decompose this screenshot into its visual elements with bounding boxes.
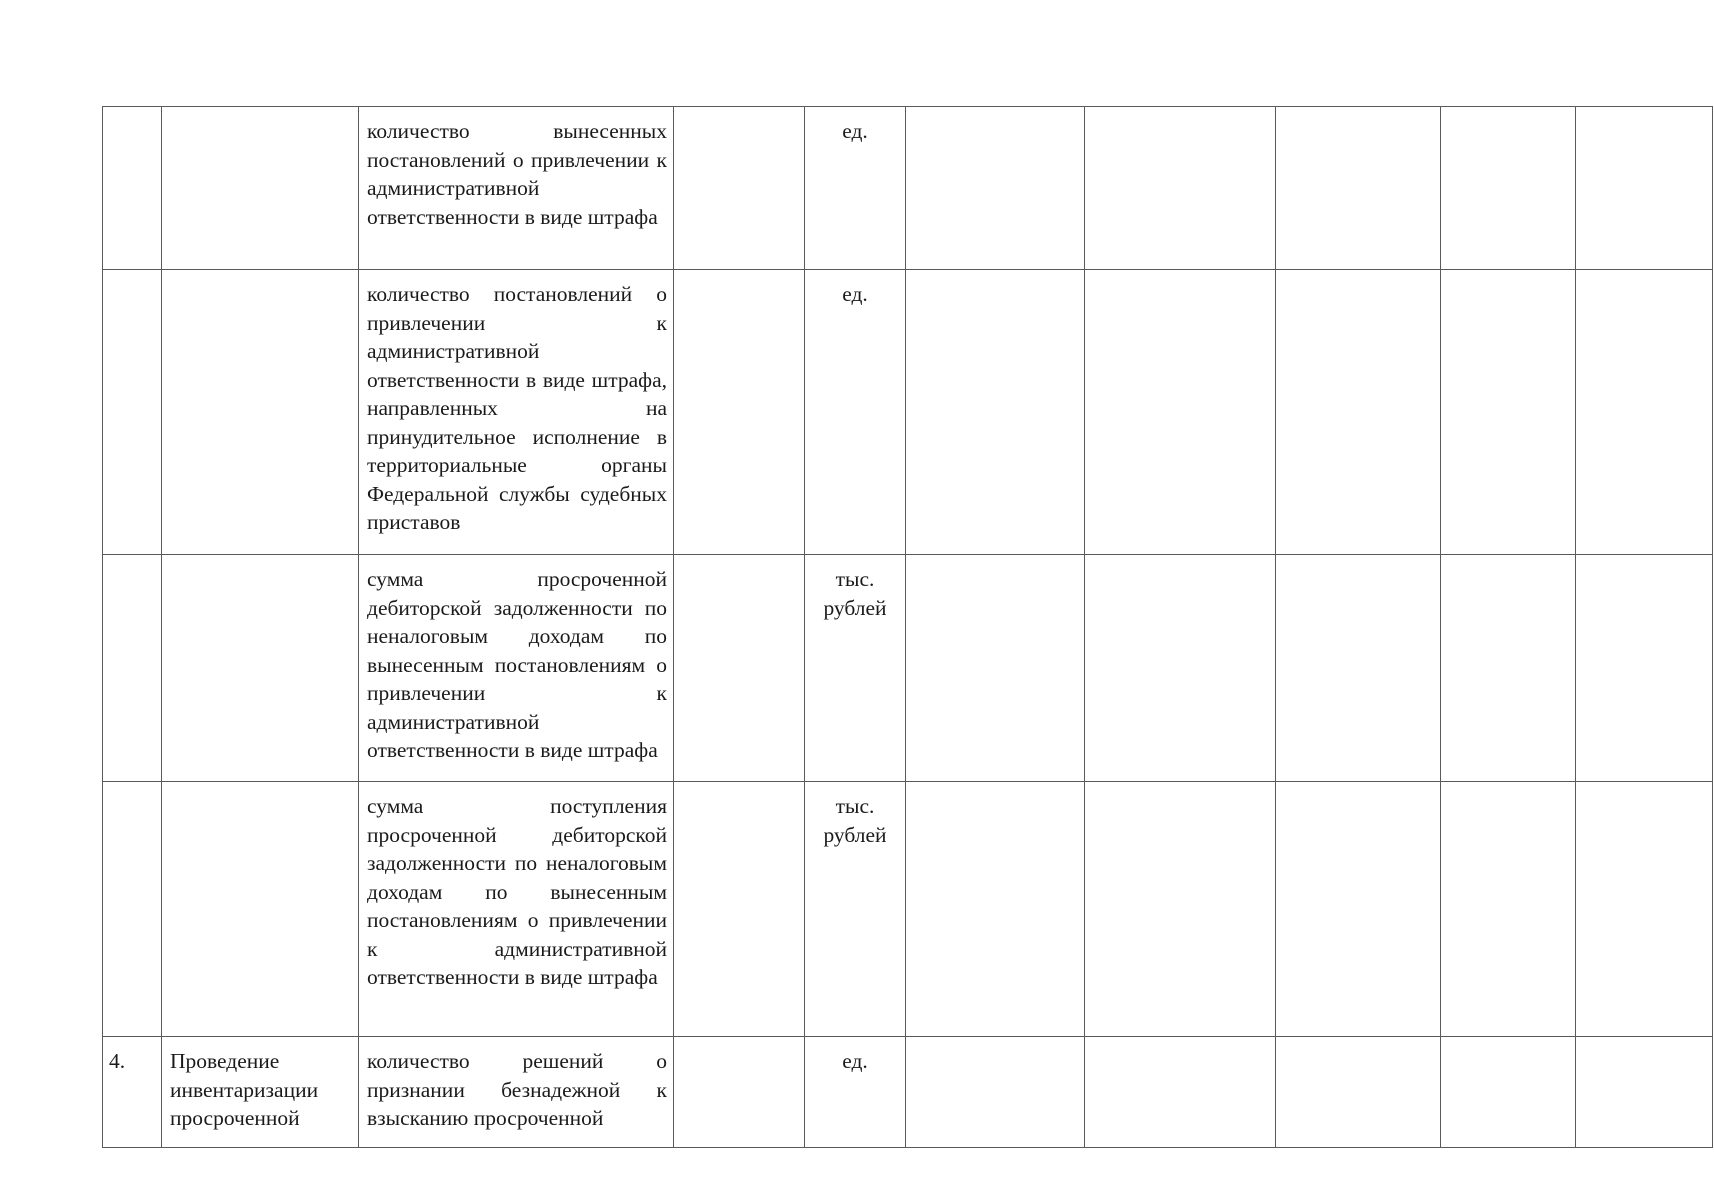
unit-cell bbox=[805, 782, 906, 1037]
unit-cell bbox=[805, 1037, 906, 1148]
row-name: Проведение инвентаризации просроченной bbox=[170, 1049, 319, 1130]
unit-text: ед. bbox=[842, 1049, 868, 1073]
value-cell bbox=[1276, 555, 1441, 782]
unit-text: ед. bbox=[842, 282, 868, 306]
row-number-cell bbox=[103, 782, 162, 1037]
table-row bbox=[103, 555, 1713, 782]
empty-cell bbox=[674, 107, 805, 270]
indicator-cell bbox=[359, 782, 674, 1037]
value-cell bbox=[1576, 555, 1713, 782]
unit-text: тыс. рублей bbox=[823, 567, 887, 620]
value-cell bbox=[1441, 782, 1576, 1037]
indicator-cell bbox=[359, 1037, 674, 1148]
empty-cell bbox=[674, 555, 805, 782]
value-cell bbox=[1085, 107, 1276, 270]
unit-cell bbox=[805, 270, 906, 555]
table-row bbox=[103, 782, 1713, 1037]
unit-cell bbox=[805, 107, 906, 270]
indicator-text: количество вынесенных постановлений о привлечении к административной ответственности в виде штрафа bbox=[367, 119, 667, 229]
indicator-cell bbox=[359, 107, 674, 270]
row-number-cell bbox=[103, 1037, 162, 1148]
unit-text: тыс. рублей bbox=[823, 794, 887, 847]
indicator-text: количество решений о признании безнадежной к взысканию просроченной bbox=[367, 1049, 667, 1130]
value-cell bbox=[1276, 1037, 1441, 1148]
unit-cell bbox=[805, 555, 906, 782]
value-cell bbox=[1085, 782, 1276, 1037]
value-cell bbox=[1085, 555, 1276, 782]
row-name-cell bbox=[162, 1037, 359, 1148]
row-number-cell bbox=[103, 555, 162, 782]
value-cell bbox=[906, 1037, 1085, 1148]
row-name-cell bbox=[162, 270, 359, 555]
value-cell bbox=[1576, 107, 1713, 270]
table-row bbox=[103, 1037, 1713, 1148]
value-cell bbox=[1276, 107, 1441, 270]
row-name-cell bbox=[162, 782, 359, 1037]
indicator-text: количество постановлений о привлечении к административной ответственности в виде штрафа, направленных на принудительное исполнение в территориальные органы Федеральной службы судебных приставов bbox=[367, 282, 667, 534]
value-cell bbox=[1276, 270, 1441, 555]
row-name-cell bbox=[162, 555, 359, 782]
value-cell bbox=[1576, 1037, 1713, 1148]
row-name-cell bbox=[162, 107, 359, 270]
indicator-cell bbox=[359, 270, 674, 555]
empty-cell bbox=[674, 270, 805, 555]
row-number-cell bbox=[103, 107, 162, 270]
value-cell bbox=[1576, 782, 1713, 1037]
row-number: 4. bbox=[109, 1049, 126, 1073]
value-cell bbox=[1441, 1037, 1576, 1148]
indicator-text: сумма просроченной дебиторской задолженности по неналоговым доходам по вынесенным постановлениям о привлечении к административной ответственности в виде штрафа bbox=[367, 567, 667, 762]
indicator-text: сумма поступления просроченной дебиторской задолженности по неналоговым доходам по вынесенным постановлениям о привлечении к административной ответственности в виде штрафа bbox=[367, 794, 667, 989]
indicator-cell bbox=[359, 555, 674, 782]
unit-text: ед. bbox=[842, 119, 868, 143]
empty-cell bbox=[674, 1037, 805, 1148]
value-cell bbox=[1441, 107, 1576, 270]
value-cell bbox=[906, 270, 1085, 555]
value-cell bbox=[1085, 270, 1276, 555]
value-cell bbox=[1441, 270, 1576, 555]
value-cell bbox=[906, 782, 1085, 1037]
value-cell bbox=[1576, 270, 1713, 555]
row-number-cell bbox=[103, 270, 162, 555]
value-cell bbox=[906, 107, 1085, 270]
empty-cell bbox=[674, 782, 805, 1037]
table-row bbox=[103, 270, 1713, 555]
value-cell bbox=[906, 555, 1085, 782]
value-cell bbox=[1441, 555, 1576, 782]
indicator-table bbox=[102, 106, 1713, 1148]
value-cell bbox=[1085, 1037, 1276, 1148]
value-cell bbox=[1276, 782, 1441, 1037]
table-row bbox=[103, 107, 1713, 270]
